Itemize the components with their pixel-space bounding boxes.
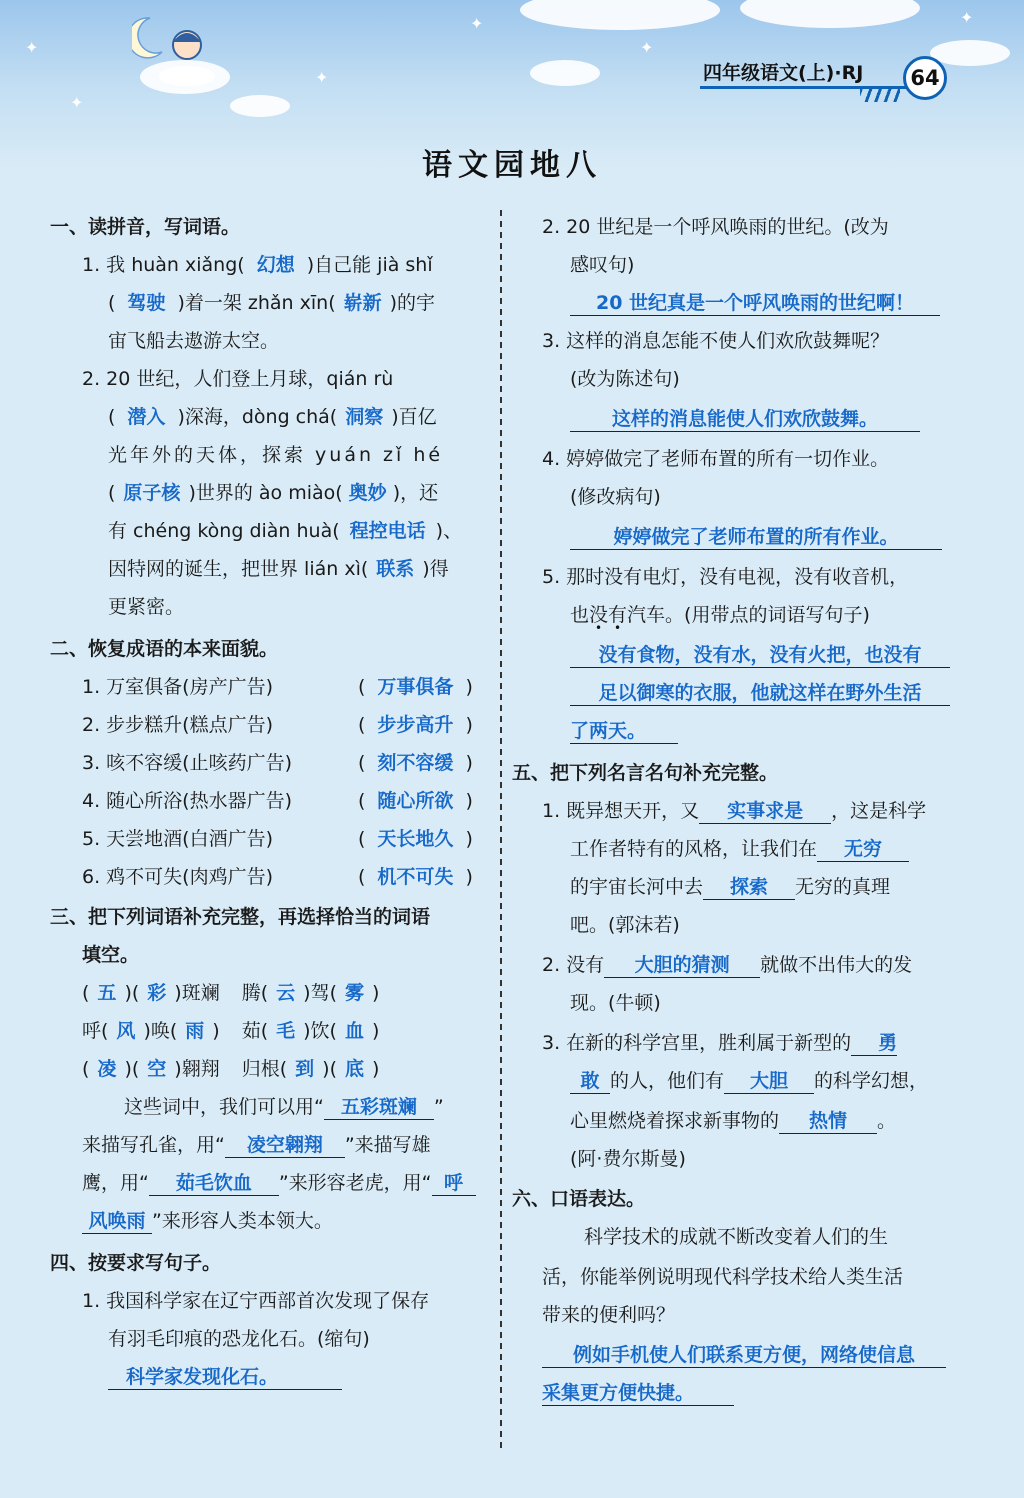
answer-blank: 敢	[570, 1069, 610, 1094]
header-stripes	[860, 88, 900, 102]
answer-text: 五	[97, 982, 117, 1004]
idiom-answer: ( 天长地久 )	[358, 828, 473, 850]
star-icon: ✦	[70, 93, 84, 112]
quote-line: 现。(牛顿)	[570, 992, 661, 1014]
cloud-decoration	[930, 40, 1010, 66]
question-line: 3. 这样的消息怎能不使人们欢欣鼓舞呢？	[542, 330, 890, 352]
answer-line	[570, 642, 950, 668]
answer-text: 幻想	[256, 254, 295, 276]
answer-blank: 这样的消息能使人们欢欣鼓舞。	[570, 407, 920, 432]
idiom-question: 5. 天尝地酒(白酒广告)	[82, 828, 273, 850]
section-heading: 二、恢复成语的本来面貌。	[50, 638, 279, 660]
question-line: 有羽毛印痕的恐龙化石。(缩句)	[108, 1328, 370, 1350]
fill-row: ( 凌 )( 空 )翱翔 归根( 到 )( 底 )	[82, 1058, 380, 1080]
answer-blank: 探索	[703, 875, 795, 900]
answer-blank: 茹毛饮血	[149, 1171, 279, 1196]
answer-line	[542, 1380, 734, 1406]
quote-line: 心里燃烧着探求新事物的 热情 。	[570, 1110, 897, 1132]
quote-line: 3. 在新的科学宫里，胜利属于新型的 勇	[542, 1032, 898, 1054]
answer-blank: 实事求是	[699, 799, 831, 824]
dotted-word: 没	[589, 604, 609, 626]
quote-line: (阿·费尔斯曼)	[570, 1148, 686, 1170]
question-line: 也没有汽车。(用带点的词语写句子)	[570, 604, 870, 626]
paragraph-line: 带来的便利吗？	[542, 1304, 676, 1326]
fill-row: 呼( 风 )唤( 雨 ) 茹( 毛 )饮( 血 )	[82, 1020, 380, 1042]
question-line: 1. 我国科学家在辽宁西部首次发现了保存	[82, 1290, 430, 1312]
paragraph-line: 来描写孔雀，用“ 凌空翱翔 ”来描写雄	[82, 1134, 431, 1156]
question-line: 光年外的天体，探索 yuán zǐ hé	[108, 444, 444, 466]
question-line: ( 原子核 )世界的 ào miào( 奥妙 )，还	[108, 482, 439, 504]
answer-line	[570, 406, 920, 432]
question-line: 有 chéng kòng diàn huà( 程控电话 )、	[108, 520, 463, 542]
question-line: (修改病句)	[570, 486, 661, 508]
column-divider	[500, 210, 502, 1450]
idiom-question: 2. 步步糕升(糕点广告)	[82, 714, 273, 736]
answer-text: 潜入	[127, 406, 166, 428]
section-heading: 填空。	[82, 944, 140, 966]
answer-text: 云	[276, 982, 296, 1004]
answer-text: 凌	[97, 1058, 117, 1080]
answer-text: 奥妙	[348, 482, 387, 504]
answer-text: 联系	[376, 558, 415, 580]
quote-line: 敢 的人，他们有 大胆 的科学幻想，	[570, 1068, 928, 1094]
section-heading: 六、口语表达。	[512, 1188, 646, 1210]
question-line: 更紧密。	[108, 596, 185, 618]
question-line: (改为陈述句)	[570, 368, 680, 390]
fill-row: ( 五 )( 彩 )斑斓 腾( 云 )驾( 雾 )	[82, 982, 380, 1004]
answer-text: 驾驶	[127, 292, 166, 314]
answer-blank: 20 世纪真是一个呼风唤雨的世纪啊！	[570, 291, 940, 316]
cloud-decoration	[230, 95, 290, 117]
star-icon: ✦	[960, 8, 974, 27]
question-line: 5. 那时没有电灯，没有电视，没有收音机，	[542, 566, 909, 588]
answer-blank: 凌空翱翔	[225, 1133, 345, 1158]
idiom-answer: ( 步步高升 )	[358, 714, 473, 736]
quote-line: 工作者特有的风格，让我们在 无穷	[570, 836, 909, 862]
answer-blank: 大胆	[724, 1069, 814, 1094]
answer-line	[570, 718, 678, 744]
answer-text: 底	[344, 1058, 364, 1080]
quote-line: 吧。(郭沫若)	[570, 914, 680, 936]
idiom-answer: ( 万事俱备 )	[358, 676, 473, 698]
answer-text: 程控电话	[349, 520, 426, 542]
star-icon: ✦	[640, 38, 654, 57]
question-line: 宙飞船去遨游太空。	[108, 330, 280, 352]
answer-text: 到	[295, 1058, 315, 1080]
page-number: 64	[903, 56, 947, 100]
star-icon: ✦	[315, 68, 329, 87]
cloud-decoration	[530, 60, 600, 86]
paragraph-line: 风唤雨 ”来形容人类本领大。	[82, 1208, 333, 1234]
answer-blank: 婷婷做完了老师布置的所有作业。	[570, 525, 942, 550]
question-line: ( 驾驶 )着一架 zhǎn xīn( 崭新 )的宇	[108, 292, 436, 314]
answer-blank: 例如手机使人们联系更方便，网络使信息	[542, 1343, 946, 1368]
answer-line	[542, 1342, 946, 1368]
question-line: 感叹句)	[570, 254, 635, 276]
quote-line: 1. 既异想天开，又 实事求是 ，这是科学	[542, 800, 927, 822]
answer-line	[108, 1364, 342, 1390]
quote-line: 2. 没有 大胆的猜测 就做不出伟大的发	[542, 954, 913, 976]
idiom-answer: ( 刻不容缓 )	[358, 752, 473, 774]
idiom-question: 3. 咳不容缓(止咳药广告)	[82, 752, 292, 774]
answer-blank: 五彩斑斓	[324, 1095, 434, 1120]
question-line: 因特网的诞生，把世界 lián xì( 联系 )得	[108, 558, 449, 580]
cloud-decoration	[740, 0, 920, 28]
answer-blank: 没有食物，没有水，没有火把，也没有	[570, 643, 950, 668]
answer-blank: 大胆的猜测	[604, 953, 760, 978]
answer-text: 血	[344, 1020, 364, 1042]
answer-text: 洞察	[345, 406, 384, 428]
page-title: 语文园地八	[422, 148, 602, 183]
answer-text: 雾	[344, 982, 364, 1004]
section-heading: 五、把下列名言名句补充完整。	[512, 762, 779, 784]
paragraph-line: 科学技术的成就不断改变着人们的生	[584, 1226, 889, 1248]
answer-line	[570, 290, 940, 316]
star-icon: ✦	[25, 38, 39, 57]
paragraph-line: 这些词中，我们可以用“ 五彩斑斓 ”	[124, 1096, 444, 1118]
idiom-answer: ( 机不可失 )	[358, 866, 473, 888]
paragraph-line: 鹰，用“ 茹毛饮血 ”来形容老虎，用“ 呼	[82, 1170, 476, 1196]
answer-blank: 呼	[432, 1171, 476, 1196]
answer-line	[570, 680, 950, 706]
answer-blank: 了两天。	[570, 719, 678, 744]
answer-text: 崭新	[343, 292, 382, 314]
section-heading: 四、按要求写句子。	[50, 1252, 222, 1274]
question-line: 4. 婷婷做完了老师布置的所有一切作业。	[542, 448, 890, 470]
question-line: 1. 我 huàn xiǎng( 幻想 )自己能 jià shǐ	[82, 254, 433, 276]
book-title: 四年级语文(上)·RJ	[703, 62, 864, 84]
answer-text: 空	[147, 1058, 167, 1080]
dotted-word: 有	[608, 604, 628, 626]
quote-line: 的宇宙长河中去 探索 无穷的真理	[570, 876, 891, 898]
section-heading: 一、读拼音，写词语。	[50, 216, 241, 238]
question-line: 2. 20 世纪，人们登上月球，qián rù	[82, 368, 394, 390]
paragraph-line: 活，你能举例说明现代科学技术给人类生活	[542, 1266, 904, 1288]
answer-text: 彩	[147, 982, 167, 1004]
question-line: ( 潜入 )深海，dòng chá( 洞察 )百亿	[108, 406, 437, 428]
idiom-answer: ( 随心所欲 )	[358, 790, 473, 812]
answer-blank: 勇	[851, 1031, 897, 1056]
answer-blank: 无穷	[817, 837, 909, 862]
idiom-question: 1. 万室俱备(房产广告)	[82, 676, 273, 698]
answer-text: 风	[116, 1020, 136, 1042]
answer-blank: 热情	[779, 1109, 877, 1134]
answer-blank: 采集更方便快捷。	[542, 1381, 734, 1406]
question-line: 2. 20 世纪是一个呼风唤雨的世纪。(改为	[542, 216, 889, 238]
idiom-question: 4. 随心所浴(热水器广告)	[82, 790, 292, 812]
answer-blank: 足以御寒的衣服，他就这样在野外生活	[570, 681, 950, 706]
answer-text: 毛	[276, 1020, 296, 1042]
answer-blank: 科学家发现化石。	[108, 1365, 342, 1390]
answer-text: 雨	[185, 1020, 205, 1042]
moon-girl-mascot-icon	[132, 10, 222, 90]
cloud-decoration	[520, 0, 720, 30]
idiom-question: 6. 鸡不可失(肉鸡广告)	[82, 866, 273, 888]
answer-blank: 风唤雨	[82, 1209, 152, 1234]
section-heading: 三、把下列词语补充完整，再选择恰当的词语	[50, 906, 431, 928]
answer-line	[570, 524, 942, 550]
answer-text: 原子核	[123, 482, 181, 504]
star-icon: ✦	[470, 14, 484, 33]
